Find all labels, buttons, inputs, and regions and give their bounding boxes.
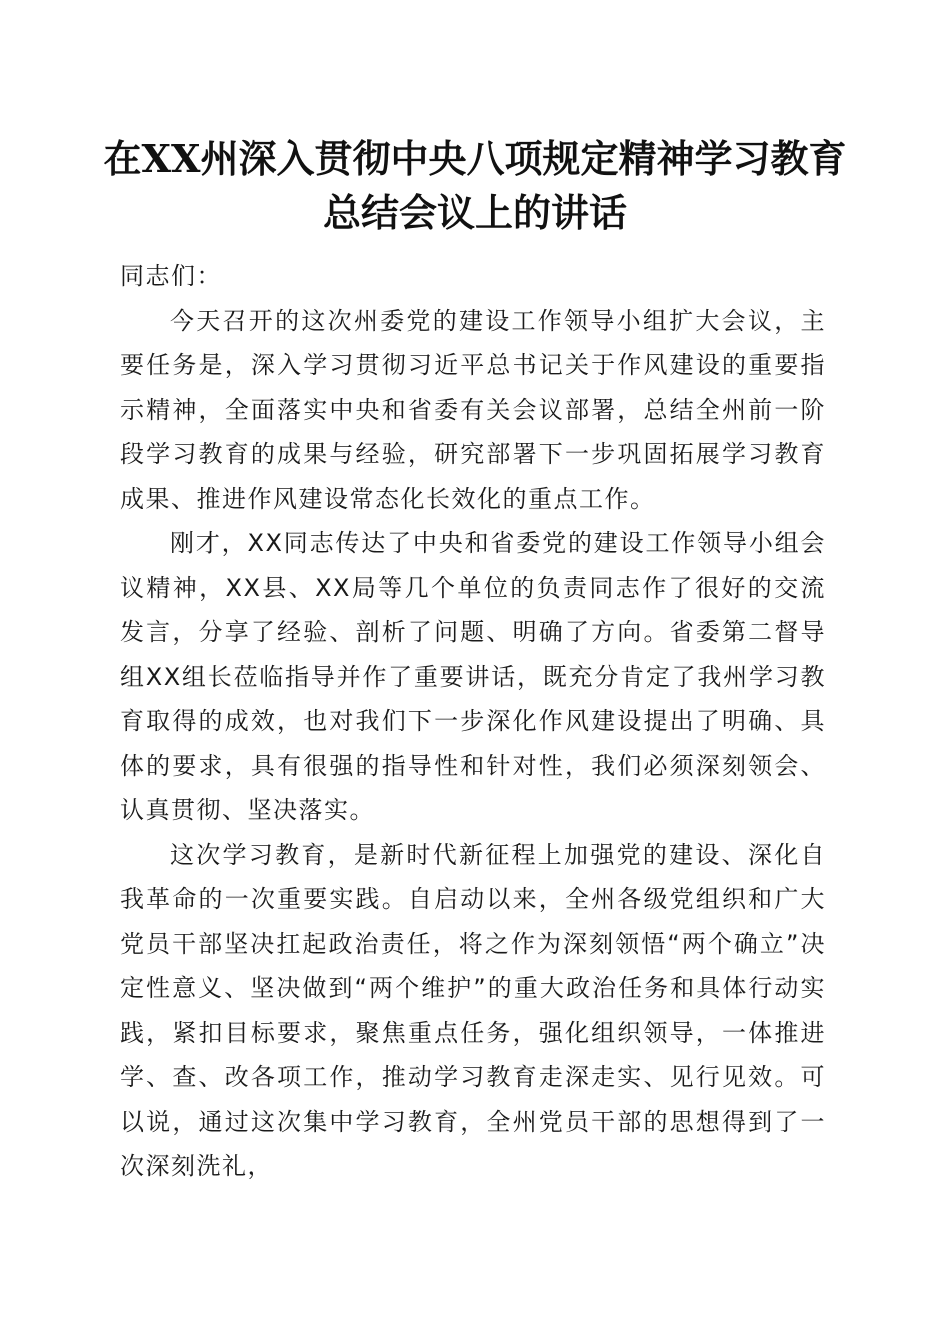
paragraph-3: 这次学习教育，是新时代新征程上加强党的建设、深化自我革命的一次重要实践。自启动以来，全州各级党组织和广大党员干部坚决扛起政治责任，将之作为深刻领悟“两个确立”决定性意义、坚决做到“两个维护”的重大政治任务和具体行动实践，紧扣目标要求，聚焦重点任务，强化组织领导，一体推进学、查、改各项工作，推动学习教育走深走实、见行见效。可以说，通过这次集中学习教育，全州党员干部的思想得到了一次深刻洗礼， — [120, 840, 826, 1180]
salutation: 同志们： — [120, 262, 222, 290]
title-line-1: 在XX州深入贯彻中央八项规定精神学习教育 — [103, 136, 847, 181]
document-title — [100, 132, 850, 240]
paragraph-2: 刚才，XX同志传达了中央和省委党的建设工作领导小组会议精神，XX县、XX局等几个单位的负责同志作了很好的交流发言，分享了经验、剖析了问题、明确了方向。省委第二督导组XX组长莅临指导并作了重要讲话，既充分肯定了我州学习教育取得的成效，也对我们下一步深化作风建设提出了明确、具体的要求，具有很强的指导性和针对性，我们必须深刻领会、认真贯彻、坚决落实。 — [120, 529, 826, 824]
paragraph-1: 今天召开的这次州委党的建设工作领导小组扩大会议，主要任务是，深入学习贯彻习近平总书记关于作风建设的重要指示精神，全面落实中央和省委有关会议部署，总结全州前一阶段学习教育的成果与经验，研究部署下一步巩固拓展学习教育成果、推进作风建设常态化长效化的重点工作。 — [120, 306, 826, 513]
document-body — [120, 254, 826, 1189]
title-line-2: 总结会议上的讲话 — [322, 190, 627, 235]
